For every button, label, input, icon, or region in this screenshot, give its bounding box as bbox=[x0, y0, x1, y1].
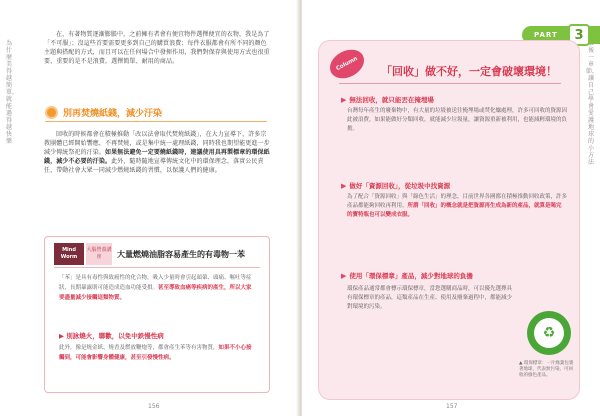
left-side-tab: 為什麼美得越簡單，就能過得越快樂 bbox=[6, 40, 19, 145]
eco-label-icon bbox=[527, 311, 571, 355]
eco-label-caption: ▲ 環保標章：一片綠葉包裹著地球，代表無污染、可回收的綠色產品。 bbox=[519, 361, 574, 378]
column-title-divider bbox=[339, 83, 561, 84]
mind-worm-text-1: 「苯」是具有毒性與致癌性的化合物，吸入少量時會引起頭暈、頭痛、嘔吐等症狀，長期暴露則可能造成造血功能受損。甚至導致血癌等疾病的產生，所以大家要盡量減少接觸這類物質。 bbox=[59, 275, 252, 301]
mind-worm-subheading: ▶ 別詠燒火，聯歡，以免中鉄慢性病 bbox=[59, 332, 164, 340]
body-text bbox=[44, 130, 270, 177]
part-number: 3 bbox=[568, 24, 590, 46]
column-box bbox=[318, 40, 580, 400]
recycle-icon: ♻ bbox=[534, 318, 564, 348]
section-heading bbox=[45, 104, 267, 120]
column-section-2-text: 為了配合「資源回收」與「綠色生活」的理念，目前世界各國都在積極推動回收政策，許多產品都能夠回收再利用。所謂「回收」的概念就是把資源再生成為新的產品，就算是喝完的寶特瓶也可以變成衣服。 bbox=[347, 194, 568, 218]
column-section-3-text: 環保產品通常都會標示環保標章，當您選購商品時，可以優先選擇具有環保標章的產品，這類產品在生產、使用及廢棄過程中，都能減少對環境的污染。 bbox=[347, 286, 513, 310]
column-section-1-heading: ▶ 無法回收，就只能丟在掩埋場 bbox=[341, 95, 434, 104]
lecture-badge: 大腦營養講座 bbox=[86, 243, 112, 265]
intro-paragraph bbox=[44, 30, 270, 68]
mind-worm-header bbox=[45, 237, 269, 267]
section-heading-title: 別再焚燒紙錢，減少汙染 bbox=[63, 108, 163, 119]
pointer-icon: ▶ bbox=[341, 181, 347, 190]
column-section-3-heading: ▶ 使用「環保標章」產品，減少對地球的負擔 bbox=[341, 271, 473, 280]
mind-worm-divider bbox=[54, 267, 260, 268]
orange-circle-icon bbox=[45, 106, 58, 119]
intro-text: 在，有著物質逐漸膨脹中，之前擁有者會有便宜物件選擇便宜的衣物，我是為了「不可服」；沒這些首要需要更多到自己的購買浪費；每件衣服都會有所不同的顏色主題與搭配的方式，而且可以在任何場合中發揮作用，我們對保存與使用方式也很重要，重要的是不是浪費，選擇簡單、耐用的商品。 bbox=[44, 31, 270, 65]
right-page-number: 157 bbox=[446, 403, 458, 410]
body-emphasis: 如果無法避免一定要燒紙錢時，建議使用具再製標章的環保紙錢，減少不必要的汙染。 bbox=[44, 149, 270, 165]
column-title: 「回收」做不好，一定會破壞環境！ bbox=[381, 65, 557, 78]
body-paragraph-1: 回收的時候都會在積極推動「改以法會取代焚燒紙錢」，在大力宣導下，許多宗教團體已經開始響應，不再焚燒，或是集中統一處理紙錢，同時我也期望能更進一步減少傳統祭祀的汙染。如果無法避免一定要燒紙錢時，建議使用具再製標章的環保紙錢，減少不必要的汙染。此外，隨時隨地宣導傳統文化中的環保理念，落實公民責任，帶動社會大眾一同減少燃燒紙錢的習慣，以保護人們的健康。 bbox=[44, 131, 270, 174]
left-page bbox=[0, 0, 298, 416]
pointer-icon: ▶ bbox=[341, 95, 347, 104]
right-side-tab: 後一章節，讓自己學會愛護地球的小方法 bbox=[586, 47, 599, 166]
mind-worm-box bbox=[44, 236, 270, 393]
right-page bbox=[302, 0, 600, 416]
column-badge: Column bbox=[325, 44, 369, 84]
heading-divider bbox=[45, 121, 267, 122]
column-section-1-text: 台灣每年產生的廢棄物中，有大量的垃圾被送往掩埋場或焚化爐處理，許多可回收的資源因此被浪費，如果能做好分類回收，就能減少垃圾量，讓資源重新被利用，也能減輕環境的負擔。 bbox=[347, 108, 568, 132]
column-section-2-heading: ▶ 做好「資源回收」，從垃圾中找資源 bbox=[341, 181, 451, 190]
part-label: PART bbox=[534, 31, 558, 39]
left-page-number: 156 bbox=[148, 403, 160, 410]
pointer-icon: ▶ bbox=[341, 271, 347, 280]
mind-worm-text-2: 此外，像是燒金紙、燒香及燃放鞭炮等，都會產生苯等有害物質，如果不小心接觸到，可能會影響身體健康，甚至引發慢性病。 bbox=[59, 345, 252, 361]
mind-worm-title: 大量燃燒油脂容易產生的有毒物一苯 bbox=[117, 250, 245, 259]
mind-worm-badge: Mind Worm bbox=[54, 243, 84, 265]
